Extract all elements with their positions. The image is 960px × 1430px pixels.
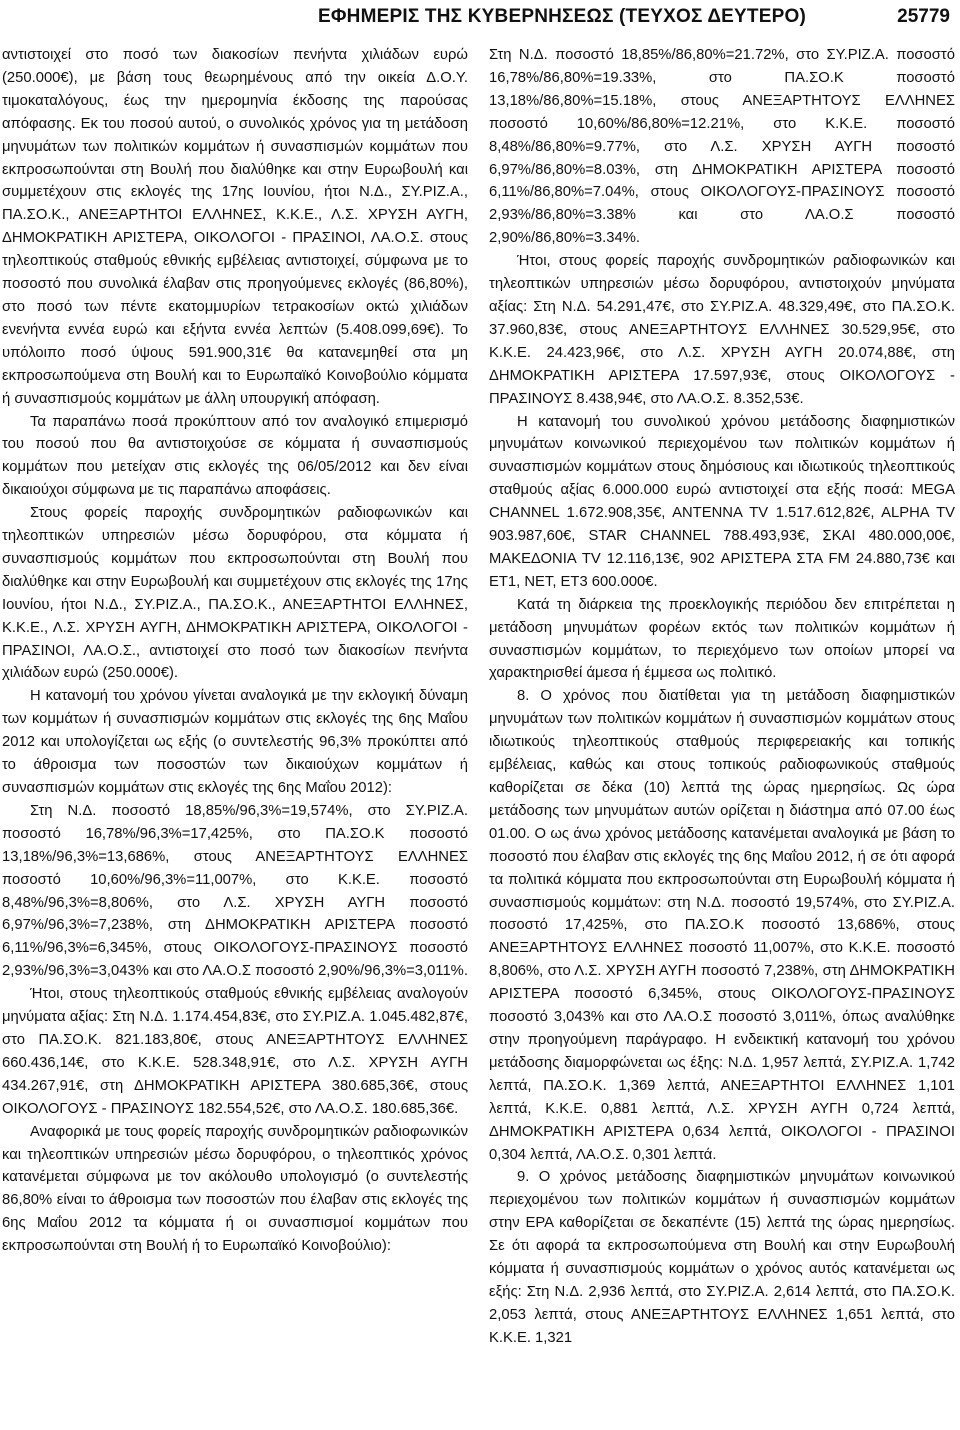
paragraph: Ήτοι, στους φορείς παροχής συνδρομητικών ραδιοφωνικών και τηλεοπτικών υπηρεσιών μέσω δορυφόρου, αντιστοιχούν μηνύματα αξίας: Στη Ν.Δ. 54.291,47€, στο ΣΥ.ΡΙΖ.Α. 48.329,49€, στο ΠΑ.ΣΟ.Κ. 37.960,83€, στους ΑΝΕΞΑΡΤΗΤΟΥΣ ΕΛΛΗΝΕΣ 30.529,95€, στο Κ.Κ.Ε. 24.423,96€, στο Λ.Σ. ΧΡΥΣΗ ΑΥΓΗ 20.074,88€, στη ΔΗΜΟΚΡΑΤΙΚΗ ΑΡΙΣΤΕΡΑ 17.597,93€, στους ΟΙΚΟΛΟΓΟΥΣ - ΠΡΑΣΙΝΟΥΣ 8.438,94€, στο ΛΑ.Ο.Σ. 8.352,53€. xyxy=(489,253,955,407)
paragraph: Η κατανομή του χρόνου γίνεται αναλογικά με την εκλογική δύναμη των κομμάτων ή συνασπισμών κομμάτων στις εκλογές της 6ης Μαΐου 2012 και υπολογίζεται ως εξής (ο συντελεστής 96,3% προκύπτει από το άθροισμα των ποσοστών των δικαιούχων κομμάτων ή συνασπισμών κομμάτων στις εκλογές της 6ης Μαΐου 2012): xyxy=(2,688,468,796)
paragraph: Η κατανομή του συνολικού χρόνου μετάδοσης διαφημιστικών μηνυμάτων κοινωνικού περιεχομένου των πολιτικών κομμάτων ή συνασπισμών κομμάτων στους δημόσιους και ιδιωτικούς τηλεοπτικούς σταθμούς αξίας 6.000.000 ευρώ αντιστοιχεί στα εξής ποσά: MEGA CHANNEL 1.672.908,35€, ANTENNA TV 1.517.612,82€, ALPHA TV 903.987,60€, STAR CHANNEL 788.493,93€, ΣΚΑΙ 480.000,00€, ΜΑΚΕΔΟΝΙΑ TV 12.116,13€, 902 ΑΡΙΣΤΕΡΑ ΣΤΑ FM 24.880,73€ και ΕΤ1, ΝΕΤ, ΕΤ3 600.000€. xyxy=(489,413,955,590)
paragraph: Στη Ν.Δ. ποσοστό 18,85%/96,3%=19,574%, στο ΣΥ.ΡΙΖ.Α. ποσοστό 16,78%/96,3%=17,425%, στο ΠΑ.ΣΟ.Κ ποσοστό 13,18%/96,3%=13,686%, στους ΑΝΕΞΑΡΤΗΤΟΥΣ ΕΛΛΗΝΕΣ ποσοστό 10,60%/96,3%=11,007%, στο Κ.Κ.Ε. ποσοστό 8,48%/96,3%=8,806%, στο Λ.Σ. ΧΡΥΣΗ ΑΥΓΗ ποσοστό 6,97%/96,3%=7,238%, στη ΔΗΜΟΚΡΑΤΙΚΗ ΑΡΙΣΤΕΡΑ ποσοστό 6,11%/96,3%=6,345%, στους ΟΙΚΟΛΟΓΟΥΣ-ΠΡΑΣΙΝΟΥΣ ποσοστό 2,93%/96,3%=3,043% και στο ΛΑ.Ο.Σ ποσοστό 2,90%/96,3%=3,011%. xyxy=(2,802,468,980)
paragraph: Αναφορικά με τους φορείς παροχής συνδρομητικών ραδιοφωνικών και τηλεοπτικών υπηρεσιών μέσω δορυφόρου, ο τηλεοπτικός χρόνος κατανέμεται σύμφωνα με τον ακόλουθο υπολογισμό (ο συντελεστής 86,80% είναι το άθροισμα των ποσοστών που έλαβαν στις εκλογές της 6ης Μαΐου 2012 τα κόμματα ή οι συνασπισμοί κομμάτων που εκπροσωπούνται στη Βουλή ή το Ευρωπαϊκό Κοινοβούλιο): xyxy=(2,1123,468,1255)
page-header xyxy=(0,0,960,40)
paragraph: 9. Ο χρόνος μετάδοσης διαφημιστικών μηνυμάτων κοινωνικού περιεχομένου των πολιτικών κομμάτων ή συνασπισμών κομμάτων στην ΕΡΑ καθορίζεται σε δεκαπέντε (15) λεπτά της ώρας ημερησίως. Σε ότι αφορά τα εκπροσωπούμενα στη Βουλή και στην Ευρωβουλή κόμματα ή συνασπισμούς κομμάτων ο χρόνος αυτός κατανέμεται ως εξής: Στη Ν.Δ. 2,936 λεπτά, στο ΣΥ.ΡΙΖ.Α. 2,614 λεπτά, στο ΠΑ.ΣΟ.Κ. 2,053 λεπτά, στους ΑΝΕΞΑΡΤΗΤΟΥΣ ΕΛΛΗΝΕΣ 1,651 λεπτά, στο Κ.Κ.Ε. 1,321 xyxy=(489,1169,955,1346)
page-number: 25779 xyxy=(897,6,950,27)
left-column xyxy=(2,44,468,1430)
gazette-title: ΕΦΗΜΕΡΙΣ ΤΗΣ ΚΥΒΕΡΝΗΣΕΩΣ (ΤΕΥΧΟΣ ΔΕΥΤΕΡΟ) xyxy=(318,6,806,27)
paragraph: Στη Ν.Δ. ποσοστό 18,85%/86,80%=21.72%, στο ΣΥ.ΡΙΖ.Α. ποσοστό 16,78%/86,80%=19.33%, στο ΠΑ.ΣΟ.Κ ποσοστό 13,18%/86,80%=15.18%, στους ΑΝΕΞΑΡΤΗΤΟΥΣ ΕΛΛΗΝΕΣ ποσοστό 10,60%/86,80%=12.21%, στο Κ.Κ.Ε. ποσοστό 8,48%/86,80%=9.77%, στο Λ.Σ. ΧΡΥΣΗ ΑΥΓΗ ποσοστό 6,97%/86,80%=8.03%, στη ΔΗΜΟΚΡΑΤΙΚΗ ΑΡΙΣΤΕΡΑ ποσοστό 6,11%/86,80%=7.04%, στους ΟΙΚΟΛΟΓΟΥΣ-ΠΡΑΣΙΝΟΥΣ ποσοστό 2,93%/86,80%=3.38% και στο ΛΑ.Ο.Σ ποσοστό 2,90%/86,80%=3.34%. xyxy=(489,47,955,247)
paragraph: Στους φορείς παροχής συνδρομητικών ραδιοφωνικών και τηλεοπτικών υπηρεσιών μέσω δορυφόρου, στα κόμματα ή συνασπισμούς κομμάτων που εκπροσωπούνται στη Βουλή που διαλύθηκε και στην Ευρωβουλή και συμμετέχουν στις εκλογές της 17ης Ιουνίου, ήτοι Ν.Δ., ΣΥ.ΡΙΖ.Α., ΠΑ.ΣΟ.Κ., ΑΝΕΞΑΡΤΗΤΟΙ ΕΛΛΗΝΕΣ, Κ.Κ.Ε., Λ.Σ. ΧΡΥΣΗ ΑΥΓΗ, ΔΗΜΟΚΡΑΤΙΚΗ ΑΡΙΣΤΕΡΑ, ΟΙΚΟΛΟΓΟΙ - ΠΡΑΣΙΝΟΙ, ΛΑ.Ο.Σ., αντιστοιχεί στο ποσό των διακοσίων πενήντα χιλιάδων ευρώ (250.000€). xyxy=(2,505,468,682)
paragraph: Τα παραπάνω ποσά προκύπτουν από τον αναλογικό επιμερισμό του ποσού που θα αντιστοιχούσε σε κόμματα ή συνασπισμούς κομμάτων που μετείχαν στις εκλογές της 06/05/2012 και δεν είναι δικαιούχοι σύμφωνα με τις παραπάνω αποφάσεις. xyxy=(2,413,468,499)
paragraph: Ήτοι, στους τηλεοπτικούς σταθμούς εθνικής εμβέλειας αναλογούν μηνύματα αξίας: Στη Ν.Δ. 1.174.454,83€, στο ΣΥ.ΡΙΖ.Α. 1.045.482,87€, στο ΠΑ.ΣΟ.Κ. 821.183,80€, στους ΑΝΕΞΑΡΤΗΤΟΥΣ ΕΛΛΗΝΕΣ 660.436,14€, στο Κ.Κ.Ε. 528.348,91€, στο Λ.Σ. ΧΡΥΣΗ ΑΥΓΗ 434.267,91€, στη ΔΗΜΟΚΡΑΤΙΚΗ ΑΡΙΣΤΕΡΑ 380.685,36€, στους ΟΙΚΟΛΟΓΟΥΣ - ΠΡΑΣΙΝΟΥΣ 182.554,52€, στο ΛΑ.Ο.Σ. 180.685,36€. xyxy=(2,986,468,1117)
paragraph: 8. Ο χρόνος που διατίθεται για τη μετάδοση διαφημιστικών μηνυμάτων των πολιτικών κομμάτων ή συνασπισμών κομμάτων στους ιδιωτικούς τηλεοπτικούς σταθμούς περιφερειακής και τοπικής εμβέλειας, καθώς και στους τοπικούς ραδιοφωνικούς σταθμούς καθορίζεται σε δέκα (10) λεπτά της ώρας ημερησίως. Ως ώρα μετάδοσης των μηνυμάτων αυτών ορίζεται η διάστημα από 07.00 έως 01.00. Ο ως άνω χρόνος μετάδοσης κατανέμεται αναλογικά με βάση το ποσοστό που έλαβαν στις εκλογές της 6ης Μαΐου 2012, ή σε ότι αφορά τα πολιτικά κόμματα που εκπροσωπούνται στη Ευρωβουλή κόμματα ή συνασπισμούς κομμάτων: στη Ν.Δ. ποσοστό 19,574%, στο ΣΥ.ΡΙΖ.Α. ποσοστό 17,425%, στο ΠΑ.ΣΟ.Κ ποσοστό 13,686%, στους ΑΝΕΞΑΡΤΗΤΟΥΣ ΕΛΛΗΝΕΣ ποσοστό 11,007%, στο Κ.Κ.Ε. ποσοστό 8,806%, στο Λ.Σ. ΧΡΥΣΗ ΑΥΓΗ ποσοστό 7,238%, στη ΔΗΜΟΚΡΑΤΙΚΗ ΑΡΙΣΤΕΡΑ ποσοστό 6,345%, στους ΟΙΚΟΛΟΓΟΥΣ-ΠΡΑΣΙΝΟΥΣ ποσοστό 3,043% και στο ΛΑ.Ο.Σ ποσοστό 3,011%, όπως αναλύθηκε στην προηγούμενη παράγραφο. Η ενδεικτική κατανομή του χρόνου μετάδοσης διαμορφώνεται ως έξης: Ν.Δ. 1,957 λεπτά, ΣΥ.ΡΙΖ.Α. 1,742 λεπτά, ΠΑ.ΣΟ.Κ. 1,369 λεπτά, ΑΝΕΞΑΡΤΗΤΟΙ ΕΛΛΗΝΕΣ 1,101 λεπτά, Κ.Κ.Ε. 0,881 λεπτά, Λ.Σ. ΧΡΥΣΗ ΑΥΓΗ 0,724 λεπτά, ΔΗΜΟΚΡΑΤΙΚΗ ΑΡΙΣΤΕΡΑ 0,634 λεπτά, ΟΙΚΟΛΟΓΟΙ - ΠΡΑΣΙΝΟΙ 0,304 λεπτά, ΛΑ.Ο.Σ. 0,301 λεπτά. xyxy=(489,688,955,1163)
paragraph: αντιστοιχεί στο ποσό των διακοσίων πενήντα χιλιάδων ευρώ (250.000€), με βάση τους θεωρημένους από την οικεία Δ.Ο.Υ. τιμοκαταλόγους, έως την ημερομηνία έκδοσης της παρούσας απόφασης. Εκ του ποσού αυτού, ο συνολικός χρόνος για τη μετάδοση μηνυμάτων των πολιτικών κομμάτων ή συνασπισμών κομμάτων που εκπροσωπούνται στη Βουλή που διαλύθηκε και στην Ευρωβουλή και συμμετέχουν στις εκλογές της 17ης Ιουνίου, ήτοι Ν.Δ., ΣΥ.ΡΙΖ.Α., ΠΑ.ΣΟ.Κ., ΑΝΕΞΑΡΤΗΤΟΙ ΕΛΛΗΝΕΣ, Κ.Κ.Ε., Λ.Σ. ΧΡΥΣΗ ΑΥΓΗ, ΔΗΜΟΚΡΑΤΙΚΗ ΑΡΙΣΤΕΡΑ, ΟΙΚΟΛΟΓΟΙ - ΠΡΑΣΙΝΟΙ, ΛΑ.Ο.Σ. στους τηλεοπτικούς σταθμούς εθνικής εμβέλειας αντιστοιχεί, σύμφωνα με το ποσοστό που συνολικά έλαβαν στις προηγούμενες εκλογές (86,80%), στο ποσό των πέντε εκατομμυρίων τετρακοσίων οκτώ χιλιάδων ενενήντα εννέα ευρώ και εξήντα εννέα λεπτών (5.408.099,69€). Το υπόλοιπο ποσό ύψους 591.900,31€ θα κατανεμηθεί στα μη εκπροσωπούμενα στη Βουλή και το Ευρωπαϊκό Κοινοβούλιο κόμματα ή συνασπισμούς κομμάτων με άλλη υπουργική απόφαση. xyxy=(2,47,468,407)
right-column xyxy=(489,44,955,1430)
paragraph: Κατά τη διάρκεια της προεκλογικής περιόδου δεν επιτρέπεται η μετάδοση μηνυμάτων φορέων εκτός των πολιτικών κομμάτων ή συνασπισμών κομμάτων, το περιεχόμενο των οποίων μπορεί να χαρακτηρισθεί άμεσα ή έμμεσα ως πολιτικό. xyxy=(489,596,955,682)
